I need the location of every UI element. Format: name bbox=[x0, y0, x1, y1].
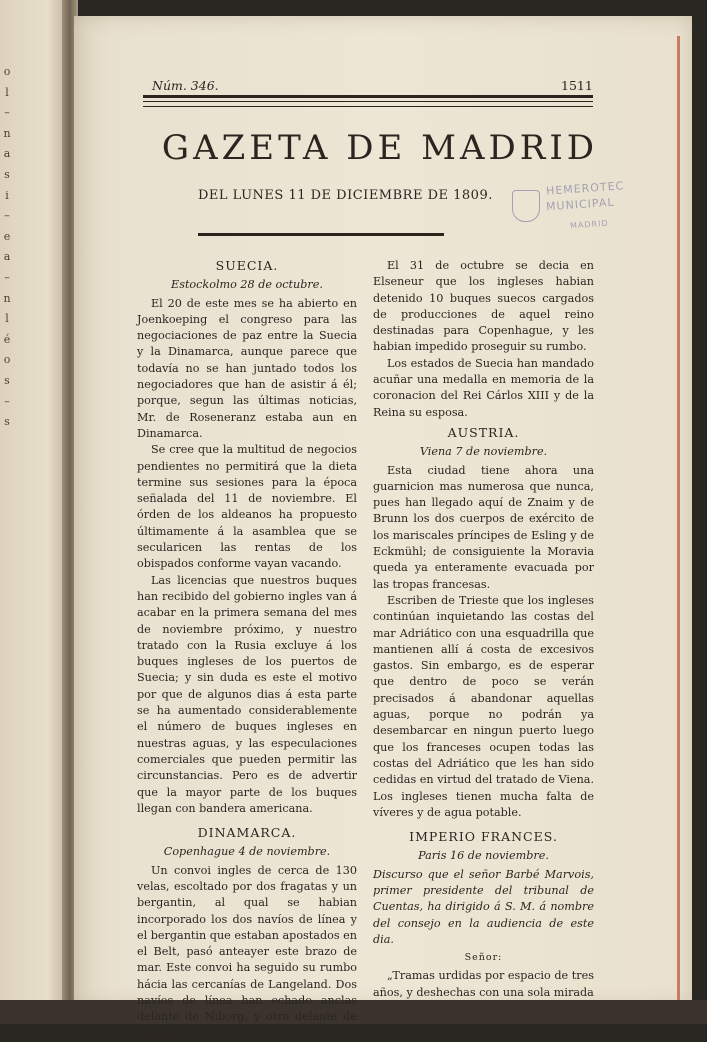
masthead-rule bbox=[198, 233, 444, 236]
paragraph: Los estados de Suecia han mandado acuñar una medalla en memoria de la coronacion del Rei Cárlos XIII y de la Reina su esposa. bbox=[373, 356, 594, 419]
paragraph: El 31 de octubre se decia en Elseneur que los ingleses habian detenido 10 buques suecos cargados de producciones de aquel reino destinadas para Copenhague, y les habian impedido proseguir su rumbo. bbox=[373, 259, 594, 354]
fragment: i bbox=[5, 188, 9, 202]
section-heading: AUSTRIA. bbox=[447, 424, 520, 440]
salutation: Señor: bbox=[464, 952, 503, 964]
section-heading: IMPERIO FRANCES. bbox=[409, 829, 558, 845]
fragment: s bbox=[4, 415, 10, 429]
left-column bbox=[137, 258, 357, 1042]
fragment: a bbox=[3, 250, 11, 264]
fragment: – bbox=[4, 209, 10, 223]
stamp-line: MUNICIPAL bbox=[545, 195, 615, 214]
dateline: DEL LUNES 11 DE DICIEMBRE DE 1809. bbox=[198, 188, 493, 203]
dateline-place: Paris 16 de noviembre. bbox=[418, 849, 549, 863]
fragment: e bbox=[3, 229, 11, 243]
paragraph: Escriben de Trieste que los ingleses continúan inquietando las costas del mar Adriático con una esquadrilla que mantienen allí á costa de excesivos gastos. Sin embargo, es de esperar que dentro de poco se verán precisados á abandonar aquellas aguas, porque no podrán ya desembarcar en ningun puerto luego que los franceses ocupen todas las costas del Adriático que les han sido cedidas en virtud del tratado de Viena. Los ingleses tienen mucha falta de víveres y de agua potable. bbox=[373, 593, 594, 819]
fragment: n bbox=[3, 291, 11, 305]
fragment: é bbox=[3, 332, 11, 346]
dateline-place: Estockolmo 28 de octubre. bbox=[171, 278, 323, 292]
header-double-rule bbox=[143, 95, 593, 107]
fragment: o bbox=[3, 65, 11, 78]
dateline-place: Copenhague 4 de noviembre. bbox=[163, 845, 331, 859]
paragraph: El 20 de este mes se ha abierto en Joenkoeping el congreso para las negociaciones de paz entre la Suecia y la Dinamarca, aunque parece que todavía no se han juntado todos los negociadores que han de asistir á él; porque, segun las últimas noticias, Mr. de Roseneranz estaba aun en Dinamarca. bbox=[137, 296, 357, 440]
fragment: l bbox=[5, 85, 9, 99]
fragment: l bbox=[5, 312, 9, 326]
paragraph: Las licencias que nuestros buques han recibido del gobierno ingles van á acabar en la primera semana del mes de noviembre próximo, y nuestro tratado con la Rusia excluye á los buques ingleses de los puertos de Suecia; y sin duda es este el motivo por que de algunos dias á esta parte se ha aumentado considerablemente el número de buques ingleses en nuestras aguas, y las especulaciones comerciales que pueden permitir las circunstancias. Pero es de advertir que la mayor parte de los buques llegan con bandera americana. bbox=[137, 573, 357, 815]
fragment: – bbox=[4, 270, 10, 284]
fragment: – bbox=[4, 394, 10, 408]
section-heading: DINAMARCA. bbox=[197, 825, 297, 841]
fragment: n bbox=[3, 126, 11, 140]
dateline-place: Viena 7 de noviembre. bbox=[419, 445, 548, 459]
right-column bbox=[373, 258, 594, 1001]
issue-number: Núm. 346. bbox=[152, 78, 219, 93]
paragraph: Se cree que la multitud de negocios pendientes no permitirá que la dieta termine sus sesiones para la época señalada del 11 de noviembre. El órden de los aldeanos ha propuesto últimamente á la asamblea que se secularicen las rentas de los obispados conforme vayan vacando. bbox=[137, 443, 357, 571]
paragraph: Esta ciudad tiene ahora una guarnicion mas numerosa que nunca, pues han llegado aquí de Znaim y de Brunn los dos cuerpos de exército de los mariscales príncipes de Esling y de Eckmühl; de consiguiente la Moravia queda ya enteramente evacuada por las tropas francesas. bbox=[373, 463, 594, 591]
page-edge bbox=[677, 36, 680, 1021]
section-heading: SUECIA. bbox=[215, 258, 279, 273]
masthead-title: GAZETA DE MADRID bbox=[161, 128, 599, 168]
library-stamp bbox=[508, 180, 648, 250]
fragment: o bbox=[3, 353, 11, 367]
fragment: a bbox=[3, 147, 11, 161]
fragment: – bbox=[4, 106, 10, 120]
fragment: s bbox=[4, 167, 10, 181]
paragraph: Un convoi ingles de cerca de 130 velas, escoltado por dos fragatas y un bergantin, al qual se habian incorporado los dos navíos de línea y el bergantin que estaban apostados en el Belt, pasó anteayer este brazo de mar. Este convoi ha seguido su rumbo hácia las cercanías de Langeland. Dos navíos de línea han echado anclas delante de Niborg, y otro delante de Sprogoé. bbox=[137, 863, 357, 1040]
stamp-line: HEMEROTEC bbox=[545, 179, 625, 198]
fragment: s bbox=[4, 373, 10, 387]
stamp-line: MADRID bbox=[569, 218, 609, 231]
left-page-fragments bbox=[0, 62, 14, 433]
discourse-title: Discurso que el señor Barbé Marvois, primer presidente del tribunal de Cuentas, ha dirigido á S. M. á nombre del consejo en la audiencia de este dia. bbox=[373, 867, 594, 946]
paragraph: „Tramas urdidas por espacio de tres años, y deshechas con una sola mirada bbox=[373, 969, 594, 999]
crest-icon bbox=[512, 190, 540, 222]
page-number: 1511 bbox=[561, 78, 593, 93]
